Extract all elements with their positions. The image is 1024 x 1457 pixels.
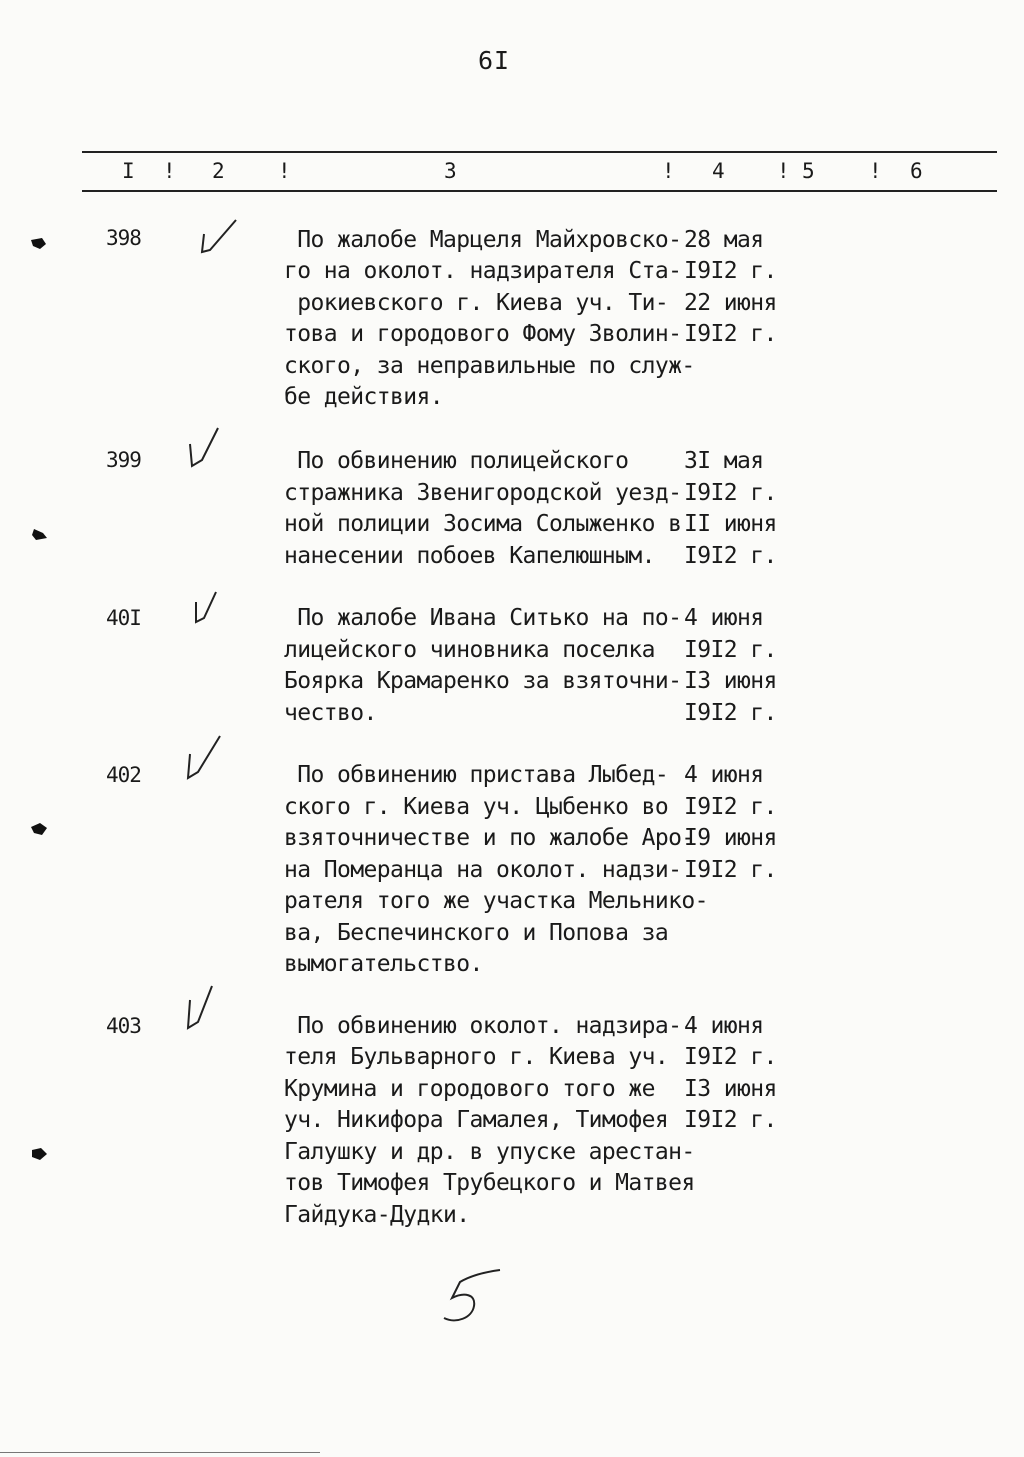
entry-description-line: По жалобе Ивана Ситько на по- <box>284 605 682 631</box>
entry-description-line: стражника Звенигородской уезд- <box>284 480 682 506</box>
entry-description-line: тов Тимофея Трубецкого и Матвея <box>284 1170 695 1196</box>
entry-description-line: Гайдука-Дудки. <box>284 1202 470 1228</box>
entry-description-line: рокиевского г. Киева уч. Ти- <box>284 290 669 316</box>
entry-date-line: 28 мая <box>684 227 764 253</box>
entry-description-line: теля Бульварного г. Киева уч. <box>284 1044 669 1070</box>
entry-description-line: чество. <box>284 700 377 726</box>
entry-date-line: 4 июня <box>684 762 764 788</box>
column-separator: ! <box>662 159 675 183</box>
entry-date-line: I9I2 г. <box>684 857 777 883</box>
column-separator: ! <box>163 159 176 183</box>
entry-number: 402 <box>106 763 141 787</box>
entry-date-line: I9I2 г. <box>684 637 777 663</box>
entry-description-line: ной полиции Зосима Солыженко в <box>284 511 682 537</box>
entry-description-line: По жалобе Марцеля Майхровско- <box>284 227 682 253</box>
column-header-1: I <box>122 159 135 183</box>
entry-date-line: I9I2 г. <box>684 321 777 347</box>
entry-description-line: ского, за неправильные по служ- <box>284 353 695 379</box>
table-header-bottom-rule <box>82 190 997 192</box>
entry-date-line: 4 июня <box>684 1013 764 1039</box>
entry-description-line: Галушку и др. в упуске арестан- <box>284 1139 695 1165</box>
punch-hole-mark <box>30 1147 48 1161</box>
entry-number: 403 <box>106 1014 141 1038</box>
column-header-6: 6 <box>910 159 923 183</box>
entry-description-line: вымогательство. <box>284 951 483 977</box>
entry-date-line: I9I2 г. <box>684 258 777 284</box>
entry-date-line: I9 июня <box>684 825 777 851</box>
column-separator: ! <box>777 159 790 183</box>
entry-date-line: I9I2 г. <box>684 1044 777 1070</box>
entry-description-line: лицейского чиновника поселка <box>284 637 655 663</box>
entry-description-line: бе действия. <box>284 384 443 410</box>
table-header-top-rule <box>82 151 997 153</box>
entry-number: 399 <box>106 448 141 472</box>
entry-date-line: I9I2 г. <box>684 700 777 726</box>
entry-description-line: взяточничестве и по жалобе Аро- <box>284 825 695 851</box>
bottom-edge-line <box>0 1452 320 1453</box>
entry-description-line: нанесении побоев Капелюшным. <box>284 543 655 569</box>
entry-date-line: 3I мая <box>684 448 764 474</box>
entry-date-line: I9I2 г. <box>684 480 777 506</box>
checkmark-icon <box>182 212 242 262</box>
checkmark-icon <box>182 734 242 784</box>
entry-description-line: Боярка Крамаренко за взяточни- <box>284 668 682 694</box>
entry-description-line: ского г. Киева уч. Цыбенко во <box>284 794 669 820</box>
checkmark-icon <box>182 984 242 1034</box>
column-header-2: 2 <box>212 159 225 183</box>
column-separator: ! <box>278 159 291 183</box>
handwritten-folio-mark <box>430 1262 510 1332</box>
entry-date-line: I9I2 г. <box>684 1107 777 1133</box>
entry-description-line: го на околот. надзирателя Ста- <box>284 258 682 284</box>
column-header-4: 4 <box>712 159 725 183</box>
punch-hole-mark <box>30 822 48 836</box>
entry-description-line: рателя того же участка Мельнико- <box>284 888 708 914</box>
column-separator: ! <box>869 159 882 183</box>
checkmark-icon <box>182 586 242 636</box>
entry-date-line: I3 июня <box>684 1076 777 1102</box>
punch-hole-mark <box>30 236 48 250</box>
entry-description-line: По обвинению пристава Лыбед- <box>284 762 669 788</box>
entry-date-line: II июня <box>684 511 777 537</box>
entry-description-line: ва, Беспечинского и Попова за <box>284 920 669 946</box>
entry-description-line: Крумина и городового того же <box>284 1076 655 1102</box>
entry-number: 40I <box>106 606 141 630</box>
column-header-3: 3 <box>444 159 457 183</box>
page-number: 6I <box>478 46 511 75</box>
entry-description-line: на Померанца на околот. надзи- <box>284 857 682 883</box>
entry-description-line: По обвинению полицейского <box>284 448 629 474</box>
entry-date-line: 4 июня <box>684 605 764 631</box>
entry-date-line: I3 июня <box>684 668 777 694</box>
checkmark-icon <box>182 424 242 474</box>
entry-date-line: I9I2 г. <box>684 543 777 569</box>
entry-date-line: I9I2 г. <box>684 794 777 820</box>
entry-description-line: това и городового Фому Зволин- <box>284 321 682 347</box>
entry-number: 398 <box>106 226 141 250</box>
column-header-5: 5 <box>802 159 815 183</box>
entry-description-line: уч. Никифора Гамалея, Тимофея <box>284 1107 669 1133</box>
punch-hole-mark <box>30 527 48 541</box>
entry-description-line: По обвинению околот. надзира- <box>284 1013 682 1039</box>
entry-date-line: 22 июня <box>684 290 777 316</box>
